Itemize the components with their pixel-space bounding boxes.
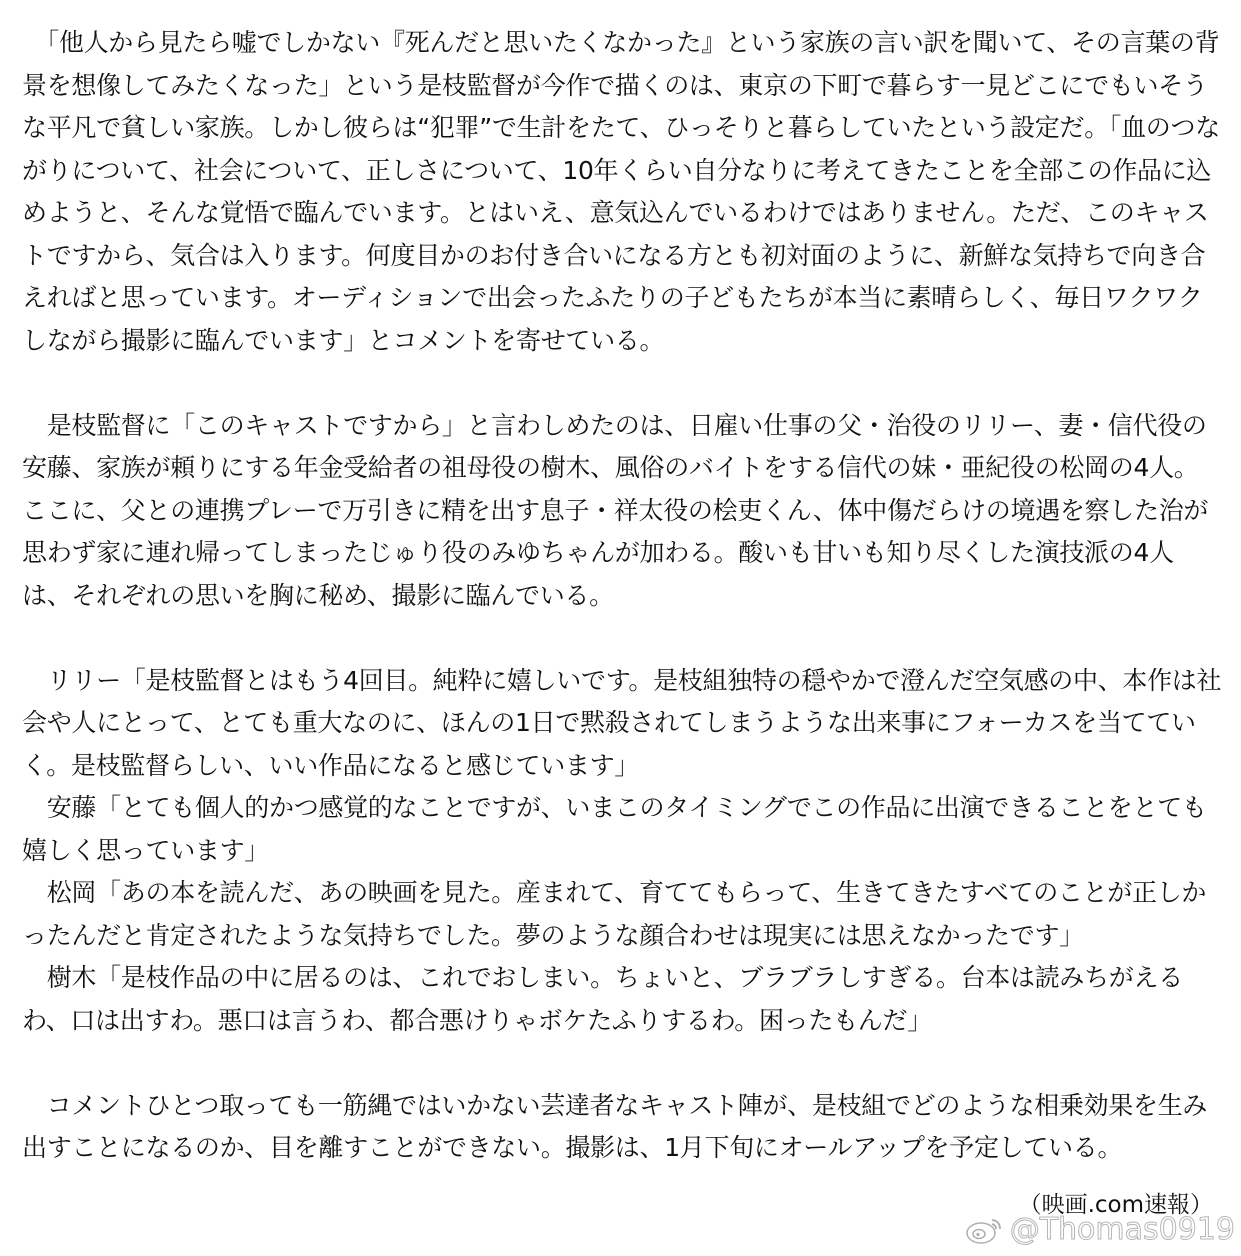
- paragraph-closing: コメントひとつ取っても一筋縄ではいかない芸達者なキャスト陣が、是枝組でどのような相乗効果を生み出すことになるのか、目を離すことができない。撮影は、1月下旬にオールアップを予定している。: [22, 1090, 1208, 1162]
- article-body: [22, 22, 1222, 1170]
- source-credit: （映画.com速報）: [1018, 1192, 1213, 1218]
- comment-lily: リリー「是枝監督とはもう4回目。純粋に嬉しいです。是枝組独特の穏やかで澄んだ空気感の中、本作は社会や人にとって、とても重大なのに、ほんの1日で黙殺されてしまうような出来事にフォーカスを当てていく。是枝監督らしい、いい作品になると感じています」: [22, 665, 1222, 780]
- paragraph-cast: 是枝監督に「このキャストですから」と言わしめたのは、日雇い仕事の父・治役のリリー、妻・信代役の安藤、家族が頼りにする年金受給者の祖母役の樹木、風俗のバイトをする信代の妹・亜紀役の松岡の4人。ここに、父との連携プレーで万引きに精を出す息子・祥太役の桧吏くん、体中傷だらけの境遇を察した治が思わず家に連れ帰ってしまったじゅり役のみゆちゃんが加わる。酸いも甘いも知り尽くした演技派の4人は、それぞれの思いを胸に秘め、撮影に臨んでいる。: [22, 410, 1209, 610]
- paragraph-spacer: [22, 1042, 1222, 1085]
- watermark-handle: @Thomas0919: [1009, 1212, 1235, 1247]
- paragraph-intro: 「他人から見たら嘘でしかない『死んだと思いたくなかった』という家族の言い訳を聞いて、その言葉の背景を想像してみたくなった」という是枝監督が今作で描くのは、東京の下町で暮らす一見どこにでもいそうな平凡で貧しい家族。しかし彼らは“犯罪”で生計をたて、ひっそりと暮らしていたという設定だ。「血のつながりについて、社会について、正しさについて、10年くらい自分なりに考えてきたことを全部この作品に込めようと、そんな覚悟で臨んでいます。とはいえ、意気込んでいるわけではありません。ただ、このキャストですから、気合は入ります。何度目かのお付き合いになる方とも初対面のように、新鮮な気持ちで向き合えればと思っています。オーディションで出会ったふたりの子どもたちが本当に素晴らしく、毎日ワクワクしながら撮影に臨んでいます」とコメントを寄せている。: [22, 28, 1220, 355]
- weibo-logo-icon: [964, 1215, 1004, 1245]
- comment-kiki: 樹木「是枝作品の中に居るのは、これでおしまい。ちょいと、ブラブラしすぎる。台本は読みちがえるわ、口は出すわ。悪口は言うわ、都合悪けりゃボケたふりするわ。困ったもんだ」: [22, 963, 1183, 1035]
- paragraph-spacer: [22, 617, 1222, 660]
- comment-ando: 安藤「とても個人的かつ感覚的なことですが、いまこのタイミングでこの作品に出演できることをとても嬉しく思っています」: [22, 793, 1207, 865]
- comment-matsuoka: 松岡「あの本を読んだ、あの映画を見た。産まれて、育ててもらって、生きてきたすべてのことが正しかったんだと肯定されたような気持ちでした。夢のような顔合わせは現実には思えなかったです」: [22, 878, 1207, 950]
- watermark: [964, 1212, 1235, 1247]
- paragraph-spacer: [22, 362, 1222, 405]
